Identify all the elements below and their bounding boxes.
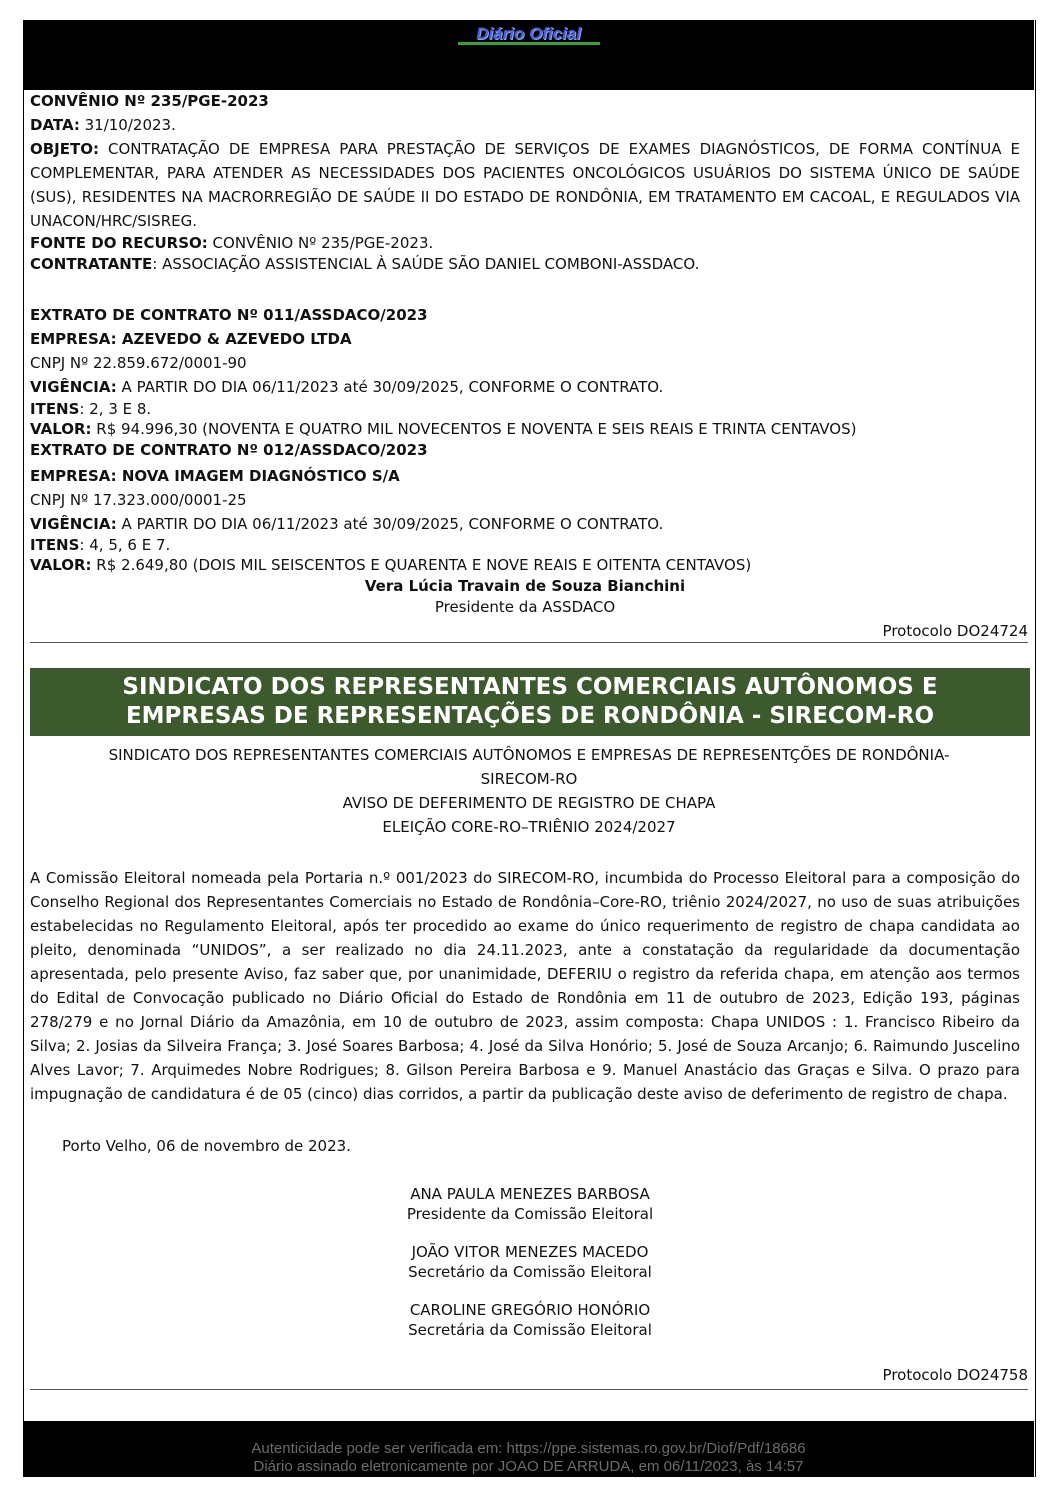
signature-block	[320, 1300, 740, 1340]
itens-value: : 2, 3 E 8.	[79, 400, 152, 418]
cnpj: CNPJ Nº 17.323.000/0001-25	[30, 491, 247, 509]
signer-name: Vera Lúcia Travain de Souza Bianchini	[364, 577, 686, 595]
valor-value: R$ 2.649,80 (DOIS MIL SEISCENTOS E QUARENTA E NOVE REAIS E OITENTA CENTAVOS)	[91, 556, 752, 574]
extrato-2-items	[30, 535, 1020, 575]
itens-label: ITENS	[30, 536, 80, 554]
valor-label: VALOR:	[30, 556, 92, 574]
fonte-row	[30, 233, 1020, 254]
protocolo-2: Protocolo DO24758	[882, 1366, 1028, 1384]
vigencia-label: VIGÊNCIA:	[30, 378, 117, 396]
signatory-name: JOÃO VITOR MENEZES MACEDO	[411, 1243, 649, 1261]
convenio-title: CONVÊNIO Nº 235/PGE-2023	[30, 92, 269, 110]
valor-row	[30, 419, 1020, 439]
extrato-title: EXTRATO DE CONTRATO Nº 011/ASSDACO/2023	[30, 306, 428, 324]
cnpj: CNPJ Nº 22.859.672/0001-90	[30, 354, 247, 372]
fonte-value: CONVÊNIO Nº 235/PGE-2023.	[207, 234, 434, 252]
contratante-row	[30, 254, 1020, 275]
data-label: DATA:	[30, 116, 80, 134]
contratante-value: : ASSOCIAÇÃO ASSISTENCIAL À SAÚDE SÃO DANIEL COMBONI-ASSDACO.	[152, 255, 700, 273]
section-banner	[30, 668, 1030, 736]
authenticity-footer	[23, 1421, 1034, 1477]
signature-block	[320, 1242, 740, 1282]
itens-row	[30, 399, 1020, 419]
signatory-name: CAROLINE GREGÓRIO HONÓRIO	[409, 1301, 651, 1319]
objeto-paragraph	[30, 137, 1020, 233]
objeto-label: OBJETO:	[30, 140, 99, 158]
itens-label: ITENS	[30, 400, 80, 418]
data-row	[30, 113, 1020, 137]
fonte-label: FONTE DO RECURSO:	[30, 234, 208, 252]
extrato-2	[30, 438, 1020, 536]
vigencia-row	[30, 375, 1020, 399]
verification-url-text: Autenticidade pode ser verificada em: https://ppe.sistemas.ro.gov.br/Diof/Pdf/18686	[251, 1440, 806, 1457]
divider	[30, 1389, 1028, 1390]
signatory-role: Secretária da Comissão Eleitoral	[408, 1321, 652, 1339]
valor-value: R$ 94.996,30 (NOVENTA E QUATRO MIL NOVECENTOS E NOVENTA E SEIS REAIS E TRINTA CENTAVOS)	[91, 420, 857, 438]
itens-row	[30, 535, 1020, 555]
subheading-line: SIRECOM-RO	[480, 770, 578, 788]
convenio-section	[30, 89, 1020, 233]
signature-block	[320, 1184, 740, 1224]
contratante-label: CONTRATANTE	[30, 255, 153, 273]
extrato-1	[30, 303, 1020, 399]
extrato-title: EXTRATO DE CONTRATO Nº 012/ASSDACO/2023	[30, 441, 428, 459]
subheading-line: SINDICATO DOS REPRESENTANTES COMERCIAIS AUTÔNOMOS E EMPRESAS DE REPRESENTÇÕES DE RONDÔNIA-	[108, 746, 950, 764]
assddaco-signature	[30, 576, 1020, 618]
signature-notice: Diário assinado eletronicamente por JOAO DE ARRUDA, em 06/11/2023, às 14:57	[253, 1458, 804, 1475]
signatory-name: ANA PAULA MENEZES BARBOSA	[410, 1185, 650, 1203]
gazette-header	[23, 20, 1034, 90]
gazette-title: Diário Oficial	[23, 24, 1034, 45]
subheading-line: AVISO DE DEFERIMENTO DE REGISTRO DE CHAPA	[342, 794, 716, 812]
place-date: Porto Velho, 06 de novembro de 2023.	[62, 1137, 351, 1155]
banner-line-1: SINDICATO DOS REPRESENTANTES COMERCIAIS AUTÔNOMOS E	[122, 674, 938, 700]
empresa-name: EMPRESA: AZEVEDO & AZEVEDO LTDA	[30, 330, 352, 348]
empresa-name: EMPRESA: NOVA IMAGEM DIAGNÓSTICO S/A	[30, 467, 400, 485]
vigencia-row	[30, 512, 1020, 536]
objeto-value: CONTRATAÇÃO DE EMPRESA PARA PRESTAÇÃO DE SERVIÇOS DE EXAMES DIAGNÓSTICOS, DE FORMA CONTÍNUA E COMPLEMENTAR, PARA ATENDER AS NECESSIDADES DOS PACIENTES ONCOLÓGICOS USUÁRIOS DO SISTEMA ÚNICO DE SAÚDE (SUS), RESIDENTES NA MACRORREGIÃO DE SAÚDE II DO ESTADO DE RONDÔNIA, EM TRATAMENTO EM CACOAL, E REGULADOS VIA UNACON/HRC/SISREG.	[30, 140, 1020, 230]
signatory-role: Presidente da Comissão Eleitoral	[406, 1205, 654, 1223]
banner-line-2: EMPRESAS DE REPRESENTAÇÕES DE RONDÔNIA - SIRECOM-RO	[125, 703, 935, 729]
subheading-line: ELEIÇÃO CORE-RO–TRIÊNIO 2024/2027	[382, 818, 676, 836]
notice-body: A Comissão Eleitoral nomeada pela Portaria n.º 001/2023 do SIRECOM-RO, incumbida do Processo Eleitoral para a composição do Conselho Regional dos Representantes Comerciais no Estado de Rondônia–Core-RO, triênio 2024/2027, no uso de suas atribuições estabelecidas no Regulamento Eleitoral, após ter procedido ao exame do único requerimento de registro de chapa candidata ao pleito, denominada “UNIDOS”, a ser realizado no dia 24.11.2023, ante a constatação da regularidade da documentação apresentada, pelo presente Aviso, faz saber que, por unanimidade, DEFERIU o registro da referida chapa, em atenção aos termos do Edital de Convocação publicado no Diário Oficial do Estado de Rondônia em 11 de outubro de 2023, Edição 193, páginas 278/279 e no Jornal Diário da Amazônia, em 10 de outubro de 2023, assim composta: Chapa UNIDOS : 1. Francisco Ribeiro da Silva; 2. Josias da Silveira França; 3. José Soares Barbosa; 4. José da Silva Honório; 5. José de Souza Arcanjo; 6. Raimundo Juscelino Alves Lavor; 7. Arquimedes Nobre Rodrigues; 8. Gilson Pereira Barbosa e 9. Manuel Anastácio das Graças e Silva. O prazo para impugnação de candidatura é de 05 (cinco) dias corridos, a partir da publicação deste aviso de deferimento de registro de chapa.	[30, 869, 1020, 1103]
signatory-role: Secretário da Comissão Eleitoral	[408, 1263, 652, 1281]
notice-subheading	[30, 743, 1028, 839]
valor-label: VALOR:	[30, 420, 92, 438]
fonte-contratante	[30, 233, 1020, 275]
valor-row	[30, 555, 1020, 575]
vigencia-value: A PARTIR DO DIA 06/11/2023 até 30/09/2025, CONFORME O CONTRATO.	[116, 378, 664, 396]
itens-value: : 4, 5, 6 E 7.	[79, 536, 171, 554]
data-value: 31/10/2023.	[79, 116, 176, 134]
vigencia-value: A PARTIR DO DIA 06/11/2023 até 30/09/2025, CONFORME O CONTRATO.	[116, 515, 664, 533]
vigencia-label: VIGÊNCIA:	[30, 515, 117, 533]
signer-role: Presidente da ASSDACO	[434, 598, 616, 616]
extrato-1-items	[30, 399, 1020, 439]
protocolo-1: Protocolo DO24724	[882, 622, 1028, 640]
